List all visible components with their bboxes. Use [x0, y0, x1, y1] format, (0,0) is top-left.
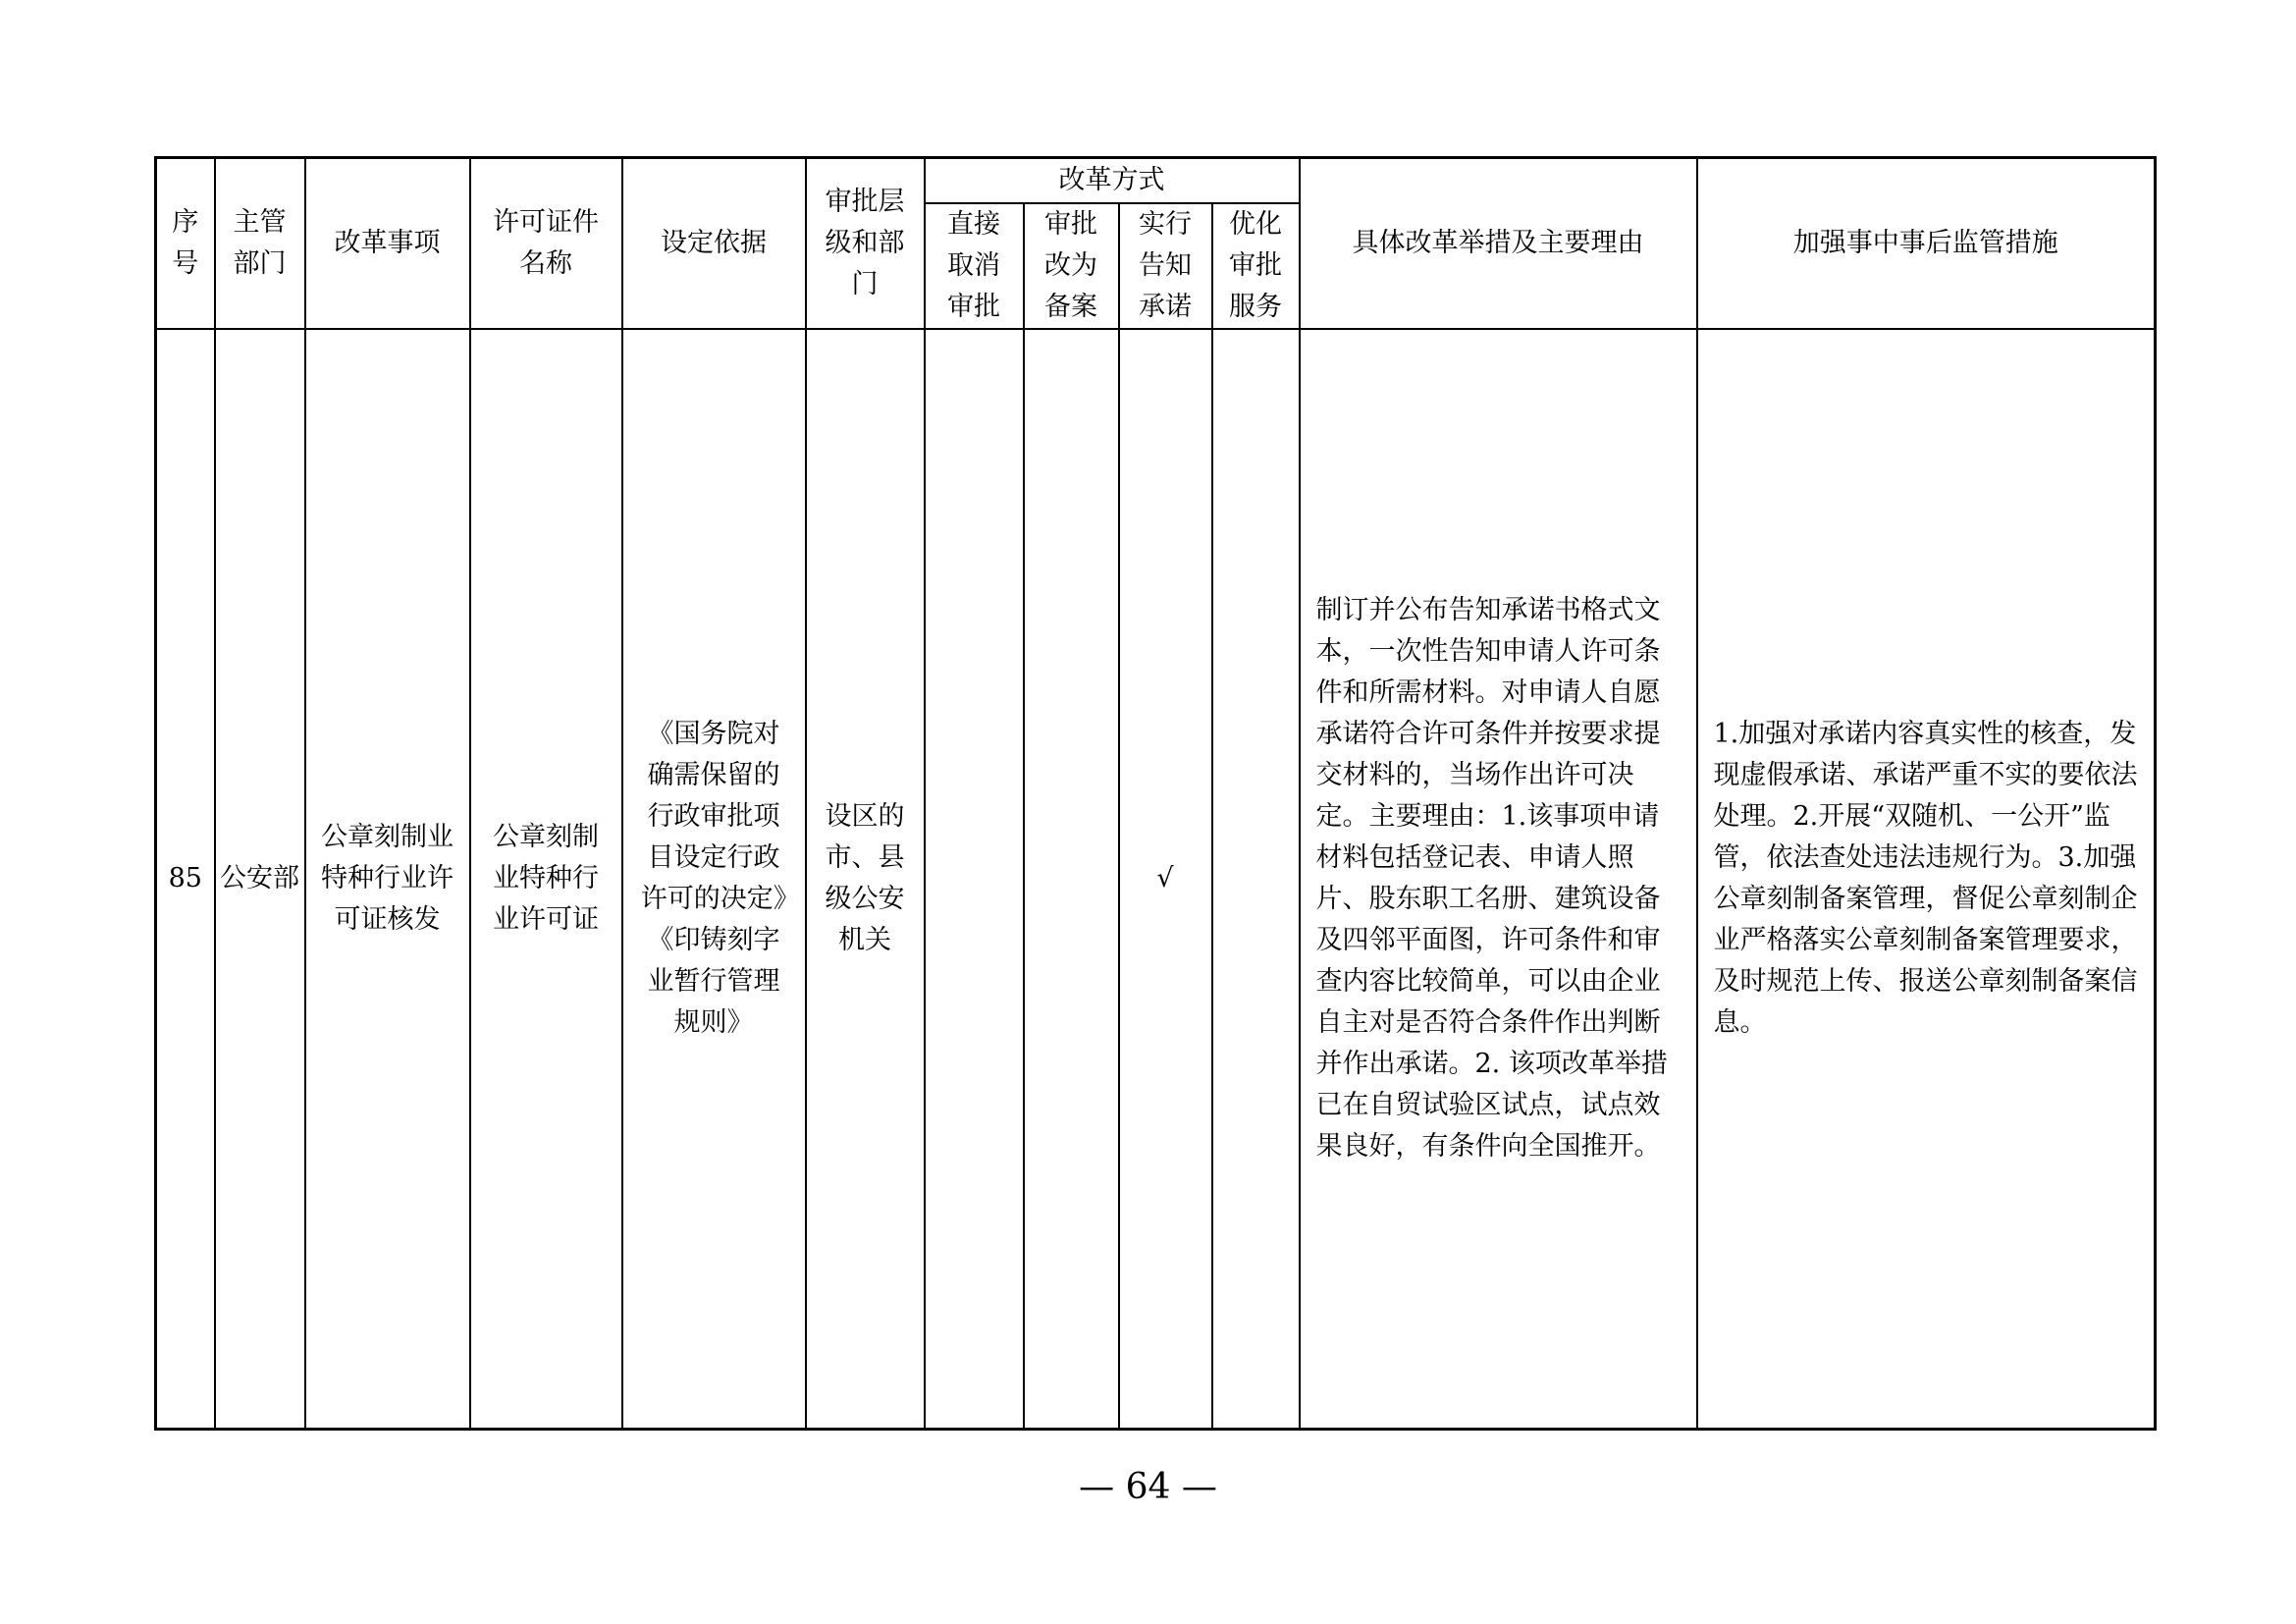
header-mode-filing: 审批改为备案 — [1024, 203, 1119, 329]
header-seq: 序号 — [156, 158, 215, 329]
cell-mode-promise: √ — [1119, 329, 1212, 1430]
cell-license: 公章刻制业特种行业许可证 — [470, 329, 622, 1430]
cell-mode-optimize — [1212, 329, 1300, 1430]
cell-supervision: 1.加强对承诺内容真实性的核查，发现虚假承诺、承诺严重不实的要依法处理。2.开展“双随机、一公开”监管，依法查处违法违规行为。3.加强公章刻制备案管理，督促公章刻制企业严格落实公章刻制备案管理要求，及时规范上传、报送公章刻制备案信息。 — [1697, 329, 2156, 1430]
table-row — [156, 329, 2156, 1430]
header-dept: 主管部门 — [215, 158, 305, 329]
cell-mode-cancel — [925, 329, 1024, 1430]
header-mode-optimize: 优化审批服务 — [1212, 203, 1300, 329]
cell-basis: 《国务院对确需保留的行政审批项目设定行政许可的决定》《印铸刻字业暂行管理规则》 — [622, 329, 806, 1430]
cell-level: 设区的市、县级公安机关 — [806, 329, 925, 1430]
header-mode-group: 改革方式 — [925, 158, 1300, 203]
header-measures: 具体改革举措及主要理由 — [1300, 158, 1697, 329]
header-supervision: 加强事中事后监管措施 — [1697, 158, 2156, 329]
header-level: 审批层级和部门 — [806, 158, 925, 329]
header-mode-cancel: 直接取消审批 — [925, 203, 1024, 329]
cell-measures: 制订并公布告知承诺书格式文本，一次性告知申请人许可条件和所需材料。对申请人自愿承诺符合许可条件并按要求提交材料的，当场作出许可决定。主要理由：1.该事项申请材料包括登记表、申请人照片、股东职工名册、建筑设备及四邻平面图，许可条件和审查内容比较简单，可以由企业自主对是否符合条件作出判断并作出承诺。2. 该项改革举措已在自贸试验区试点，试点效果良好，有条件向全国推开。 — [1300, 329, 1697, 1430]
header-item: 改革事项 — [305, 158, 470, 329]
header-mode-promise: 实行告知承诺 — [1119, 203, 1212, 329]
cell-item: 公章刻制业特种行业许可证核发 — [305, 329, 470, 1430]
header-license: 许可证件名称 — [470, 158, 622, 329]
cell-dept: 公安部 — [215, 329, 305, 1430]
reform-table — [154, 156, 2157, 1431]
page-number: — 64 — — [1079, 1467, 1217, 1507]
header-basis: 设定依据 — [622, 158, 806, 329]
cell-seq: 85 — [156, 329, 215, 1430]
cell-mode-filing — [1024, 329, 1119, 1430]
